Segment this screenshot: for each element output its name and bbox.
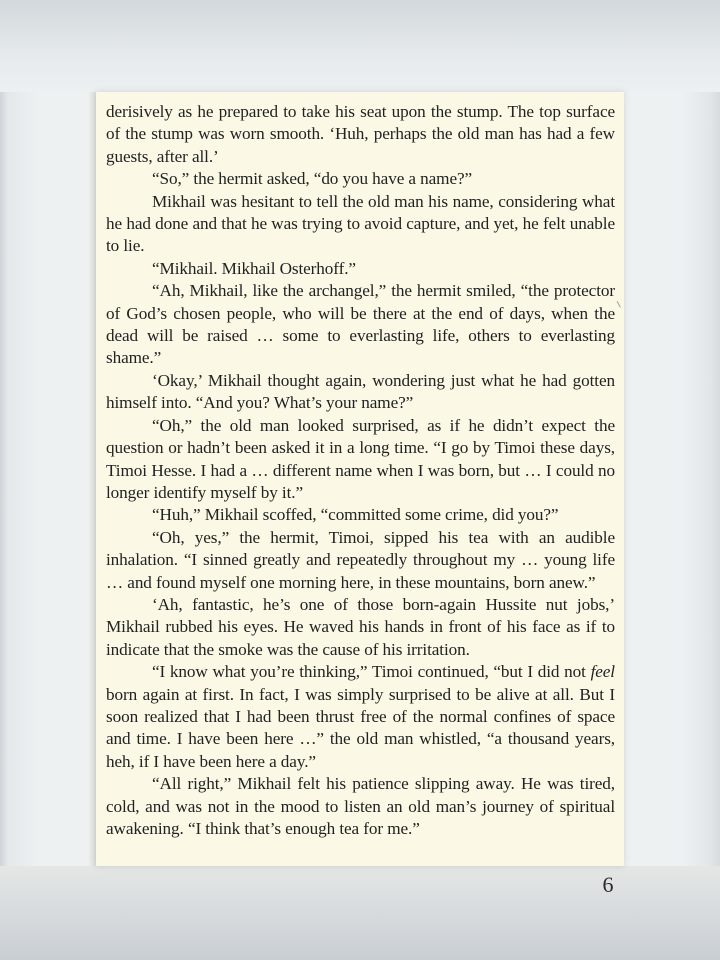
paragraph-text: born again at first. In fact, I was simply surprised to be alive at all. But I soon realized that I had been thrust free of the normal confines of space and time. I have been here …” the old man whistled, “a thousand years, heh, if I have been here a day.”	[106, 684, 615, 771]
paragraph: “All right,” Mikhail felt his patience slipping away. He was tired, cold, and was not in the mood to listen an old man’s journey of spiritual awakening. “I think that’s enough tea for me.”	[106, 774, 615, 838]
top-margin	[0, 0, 720, 92]
paragraph: “Ah, Mikhail, like the archangel,” the hermit smiled, “the protector of God’s chosen people, who will be there at the end of days, when the dead will be raised … some to everlasting life, others to everlasting shame.”	[106, 281, 615, 368]
paragraph: “Mikhail. Mikhail Osterhoff.”	[152, 258, 356, 278]
paragraph: “Oh,” the old man looked surprised, as if he didn’t expect the question or hadn’t been asked it in a long time. “I go by Timoi these days, Timoi Hesse. I had a … different name when I was born, but … I could no longer identify myself by it.”	[106, 415, 615, 502]
paragraph	[106, 661, 615, 773]
paragraph: ‘Okay,’ Mikhail thought again, wondering just what he had gotten himself into. “And you? What’s your name?”	[106, 370, 615, 413]
page-edge	[88, 92, 96, 866]
paragraph: Mikhail was hesitant to tell the old man his name, considering what he had done and that he was trying to avoid capture, and yet, he felt unable to lie.	[106, 191, 615, 256]
page-number: 6	[602, 872, 614, 897]
paragraph: ‘Ah, fantastic, he’s one of those born-again Hussite nut jobs,’ Mikhail rubbed his eyes. He waved his hands in front of his face as if to indicate that the smoke was the cause of his irritation.	[106, 594, 615, 659]
page-body-text	[106, 101, 615, 840]
paragraph: “Oh, yes,” the hermit, Timoi, sipped his tea with an audible inhalation. “I sinned greatly and repeatedly throughout my … young life … and found myself one morning here, in these mountains, born anew.”	[106, 527, 615, 592]
paragraph-text: “I know what you’re thinking,” Timoi continued, “but I did not	[152, 662, 591, 682]
emphasized-word: feel	[590, 662, 615, 682]
paragraph: “Huh,” Mikhail scoffed, “committed some crime, did you?”	[152, 505, 559, 525]
paragraph: “So,” the hermit asked, “do you have a name?”	[152, 169, 473, 189]
paragraph: derisively as he prepared to take his seat upon the stump. The top surface of the stump was worn smooth. ‘Huh, perhaps the old man has had a few guests, after all.’	[106, 102, 615, 166]
